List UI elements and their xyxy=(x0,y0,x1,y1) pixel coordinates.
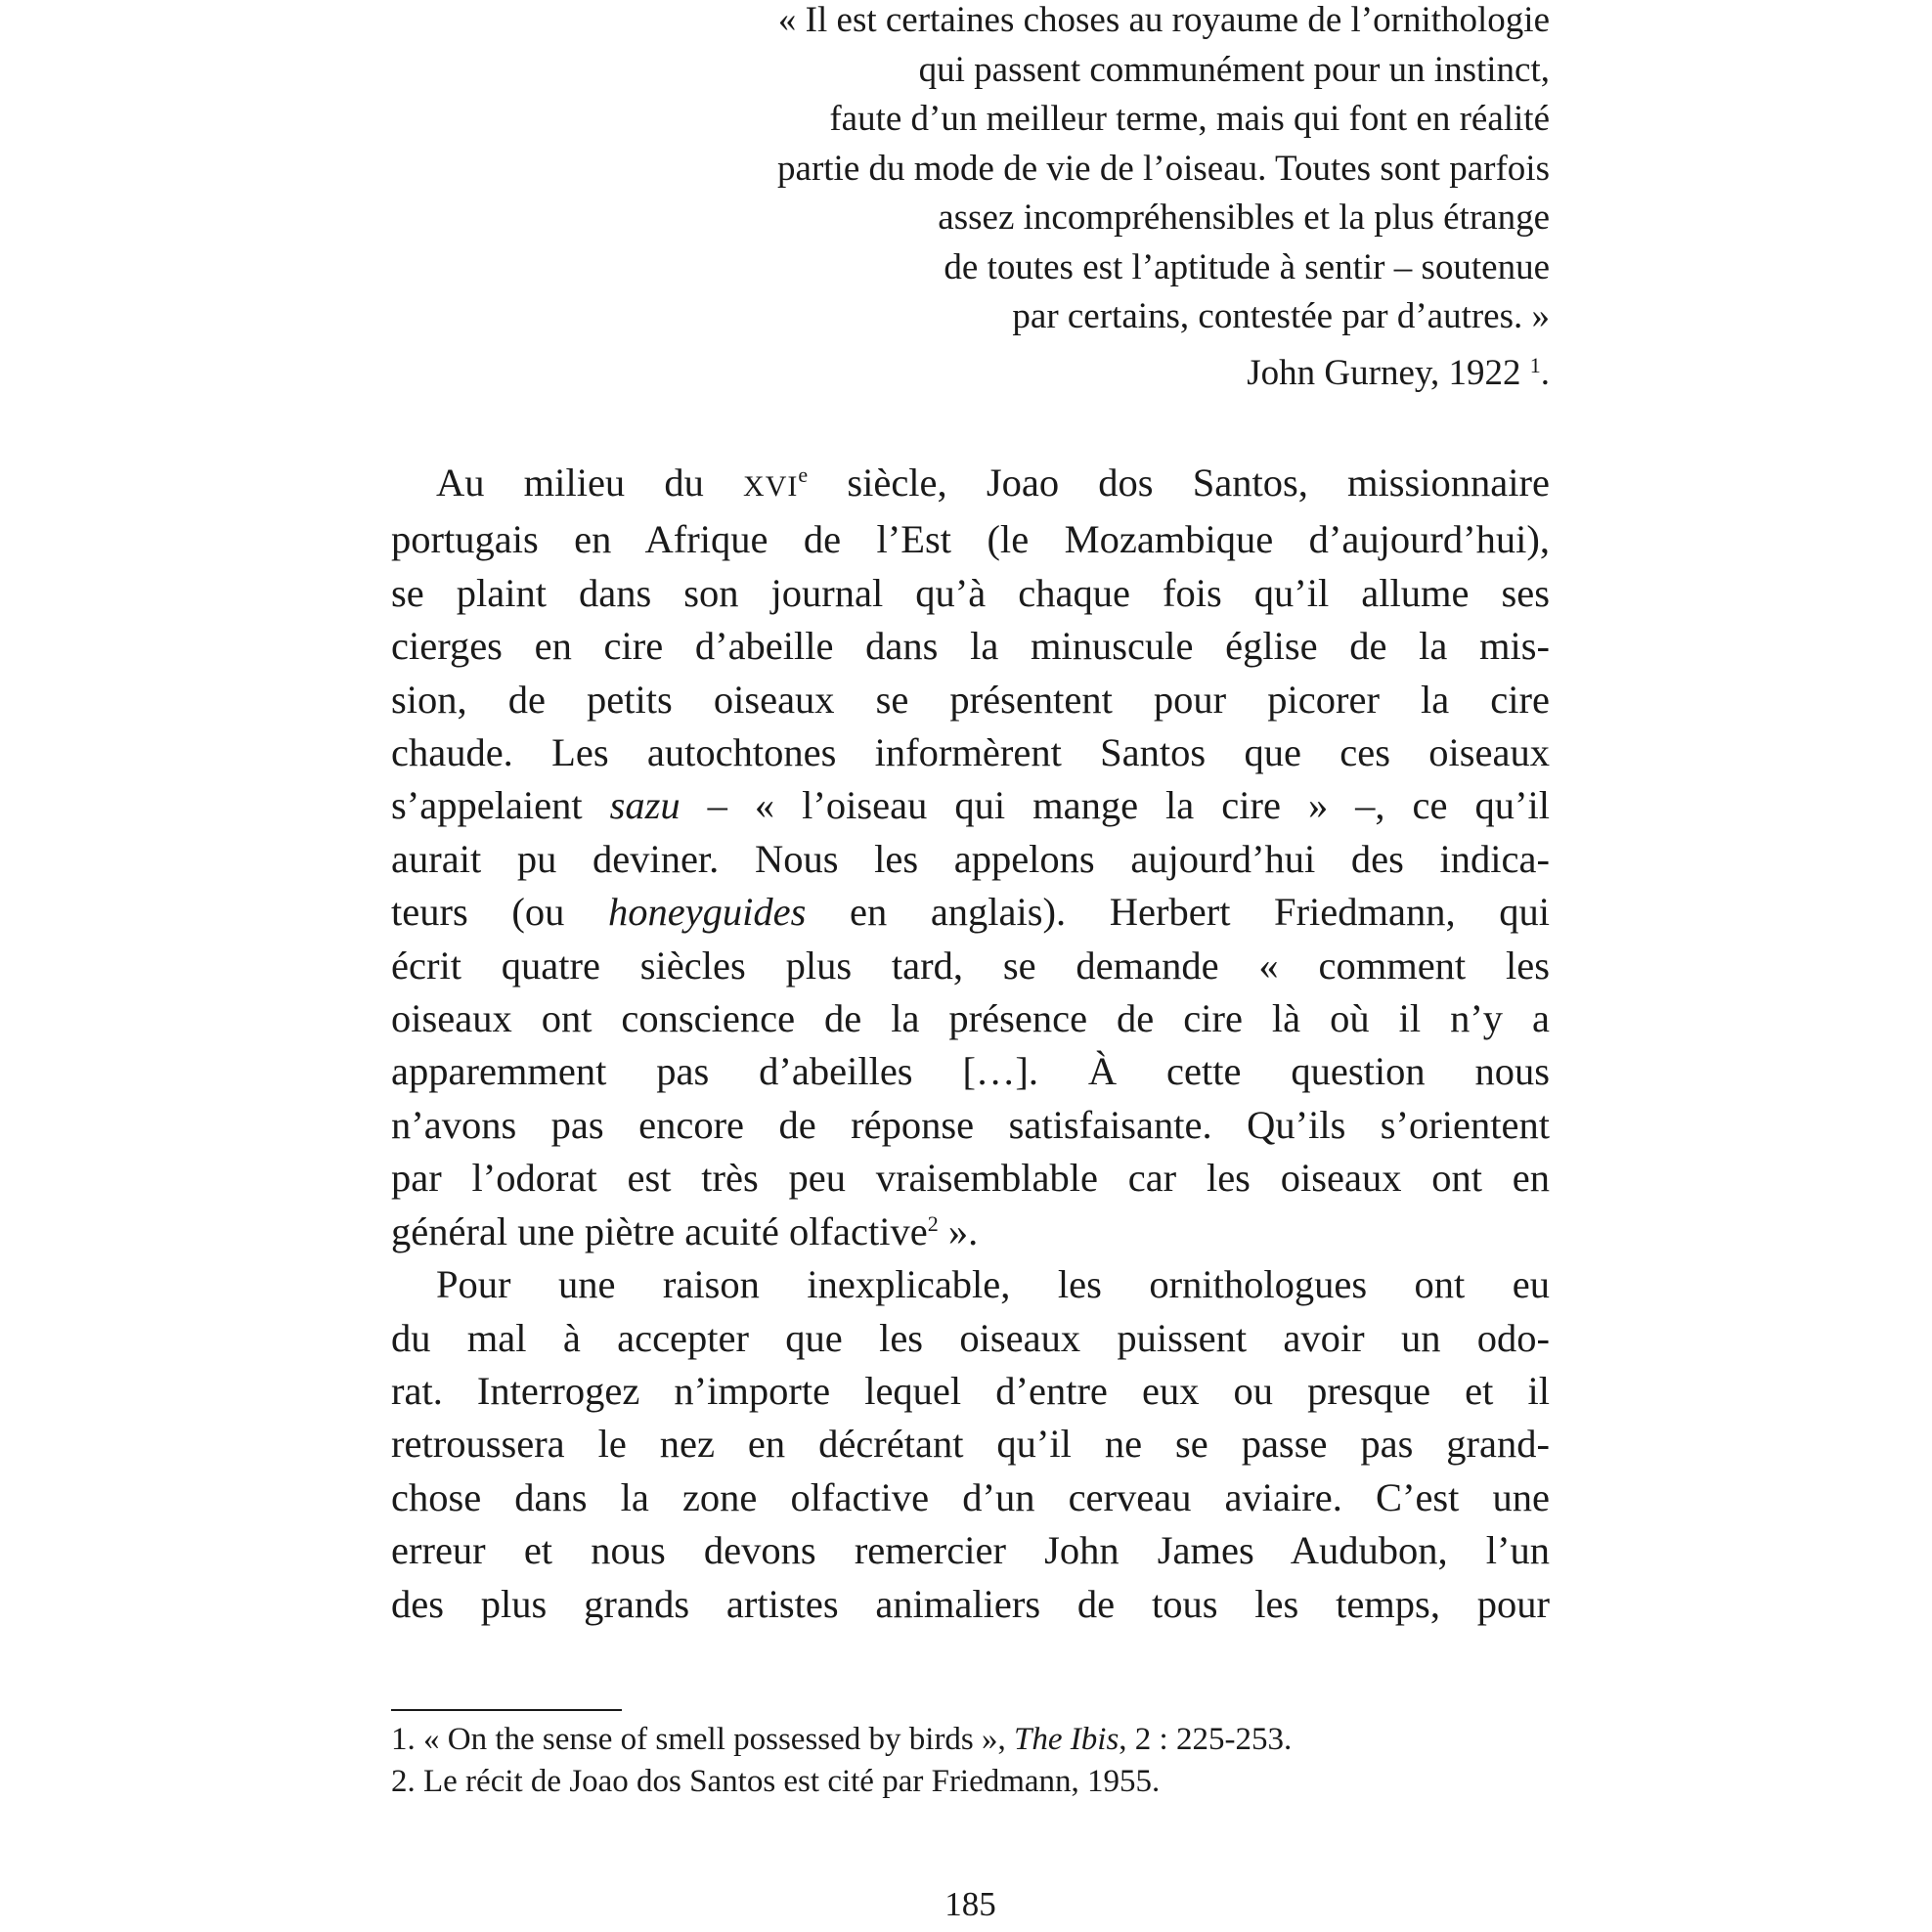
italic-term: honeyguides xyxy=(607,890,807,935)
footnotes xyxy=(391,1719,1550,1803)
epigraph-line: « Il est certaines choses au royaume de l’ornithologie xyxy=(777,0,1550,40)
paragraph-line: n’avons pas encore de réponse satisfaisante. Qu’ils s’orientent xyxy=(391,1102,1550,1147)
paragraph-line: rat. Interrogez n’importe lequel d’entre eux ou presque et il xyxy=(391,1368,1550,1413)
text-run: teurs (ou xyxy=(391,890,608,935)
text-run: ». xyxy=(938,1208,979,1253)
footnote-reference: 2 xyxy=(927,1210,939,1236)
journal-title: The Ibis xyxy=(1014,1722,1120,1757)
paragraph-line xyxy=(391,886,1550,939)
paragraph-line: des plus grands artistes animaliers de tous les temps, pour xyxy=(391,1581,1550,1626)
epigraph-line: de toutes est l’aptitude à sentir – soutenue xyxy=(944,246,1550,287)
text-run: Au milieu du xyxy=(436,461,744,505)
epigraph-line: faute d’un meilleur terme, mais qui font en réalité xyxy=(829,99,1550,139)
footnote-1 xyxy=(391,1719,1550,1761)
text-run: – « l’oiseau qui mange la cire » –, ce qu’il xyxy=(680,783,1550,828)
paragraph-line: chose dans la zone olfactive d’un cerveau aviaire. C’est une xyxy=(391,1474,1550,1519)
epigraph-line: assez incompréhensibles et la plus étrange xyxy=(938,198,1550,238)
attribution-text: John Gurney, 1922 xyxy=(1247,353,1521,393)
paragraph-line: écrit quatre siècles plus tard, se demande « comment les xyxy=(391,943,1550,988)
text-run: 1. « On the sense of smell possessed by birds », xyxy=(391,1722,1015,1757)
text-run: général une piètre acuité olfactive xyxy=(391,1208,928,1253)
paragraph-line: erreur et nous devons remercier John James Audubon, l’un xyxy=(391,1528,1550,1573)
paragraph-line xyxy=(391,779,1550,832)
century-numeral: XVI xyxy=(743,470,799,503)
text-run: en anglais). Herbert Friedmann, qui xyxy=(806,890,1551,935)
paragraph-line: sion, de petits oiseaux se présentent pour picorer la cire xyxy=(391,677,1550,722)
paragraph-line: portugais en Afrique de l’Est (le Mozambique d’aujourd’hui), xyxy=(391,517,1550,562)
body-text xyxy=(391,457,1550,1631)
text-run: , 2 : 225-253. xyxy=(1119,1722,1293,1757)
italic-term: sazu xyxy=(609,783,681,828)
epigraph xyxy=(548,0,1550,342)
paragraph-line: par l’odorat est très peu vraisemblable car les oiseaux ont en xyxy=(391,1156,1550,1201)
text-run: siècle, Joao dos Santos, missionnaire xyxy=(808,461,1550,505)
footnote-2: 2. Le récit de Joao dos Santos est cité par Friedmann, 1955. xyxy=(391,1764,1161,1799)
paragraph-line: apparemment pas d’abeilles […]. À cette question nous xyxy=(391,1049,1550,1094)
footnote-divider xyxy=(391,1709,622,1711)
footnote-reference: 1 xyxy=(1529,353,1541,377)
epigraph-line: par certains, contestée par d’autres. » xyxy=(1012,296,1550,336)
paragraph-line: chaude. Les autochtones informèrent Santos que ces oiseaux xyxy=(391,730,1550,775)
paragraph-line xyxy=(391,1206,1550,1258)
paragraph-line xyxy=(391,457,1550,513)
paragraph-line: aurait pu deviner. Nous les appelons aujourd’hui des indica- xyxy=(391,836,1550,881)
text-run: s’appelaient xyxy=(391,783,610,828)
paragraph-line: Pour une raison inexplicable, les ornithologues ont eu xyxy=(436,1262,1550,1307)
page-number: 185 xyxy=(944,1885,996,1923)
superscript: e xyxy=(798,462,809,487)
epigraph-line: qui passent communément pour un instinct, xyxy=(918,49,1550,90)
epigraph-attribution xyxy=(978,354,1550,393)
paragraph-line: du mal à accepter que les oiseaux puissent avoir un odo- xyxy=(391,1315,1550,1360)
epigraph-line: partie du mode de vie de l’oiseau. Toutes sont parfois xyxy=(777,148,1550,189)
paragraph-line: retroussera le nez en décrétant qu’il ne se passe pas grand- xyxy=(391,1422,1550,1467)
attribution-period: . xyxy=(1540,353,1550,393)
paragraph-line: cierges en cire d’abeille dans la minuscule église de la mis- xyxy=(391,624,1550,669)
paragraph-line: oiseaux ont conscience de la présence de cire là où il n’y a xyxy=(391,996,1550,1041)
paragraph-line: se plaint dans son journal qu’à chaque fois qu’il allume ses xyxy=(391,570,1550,615)
